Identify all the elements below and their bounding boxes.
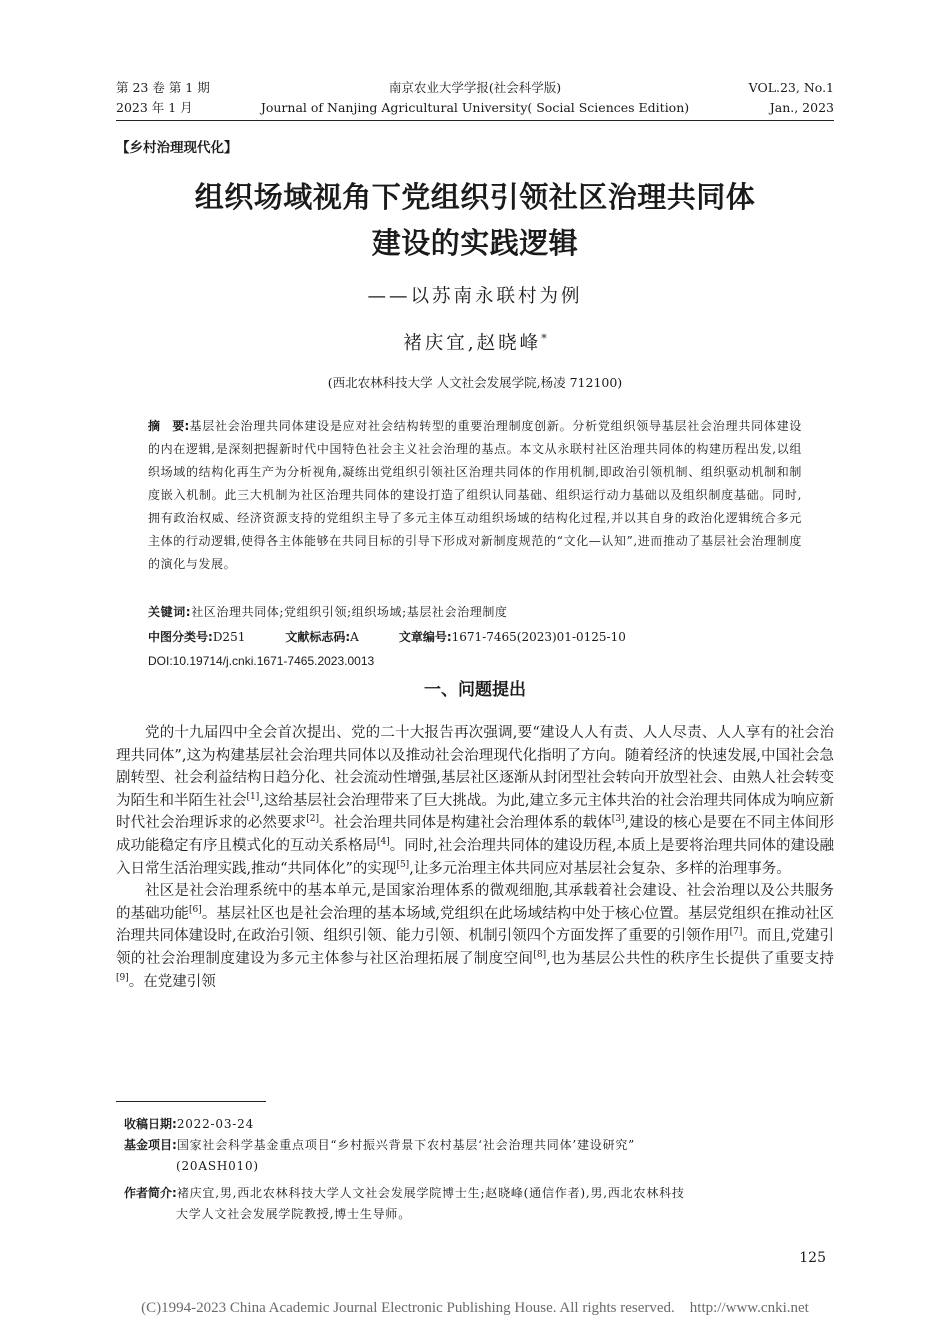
keywords-label: 关键词: [148, 605, 192, 619]
text-run: 。同时,社会治理共同体的建设历程,本质上是要将治理共同体的建设融入日常生活治理实践,推动“共同体化”的实现 [116, 837, 835, 877]
authors [116, 329, 834, 355]
footnote-received [124, 1114, 834, 1135]
header-right [749, 78, 834, 118]
date-cn: 2023 年 1 月 [116, 100, 193, 115]
doi: DOI:10.19714/j.cnki.1671-7465.2023.0013 [148, 654, 375, 668]
paragraph-1 [116, 722, 834, 880]
fund-label: 基金项目: [124, 1138, 177, 1152]
footnote-bio [124, 1183, 834, 1225]
abstract-label: 摘 要: [148, 419, 190, 433]
text-run: ,建设的核心是要在不同主体间形成功能稳定有序且模式化的互动关系格局 [116, 815, 835, 854]
text-run: 。在党建引领 [128, 973, 216, 990]
text-run: ,也为基层公共性的秩序生长提供了重要支持 [546, 950, 835, 967]
text-run: ,这给基层社会治理带来了巨大挑战。为此,建立多元主体共治的社会治理共同体成为响应新时代社会治理诉求的必然要求 [116, 792, 835, 832]
section-heading: 一、问题提出 [424, 680, 526, 700]
running-header [116, 78, 834, 120]
header-rule [116, 120, 834, 121]
bio-text-cont: 大学人文社会发展学院教授,博士生导师。 [176, 1207, 412, 1221]
article-no-value: 1671-7465(2023)01-0125-10 [451, 630, 626, 644]
text-run: 。社会治理共同体是构建社会治理体系的载体 [318, 815, 612, 832]
affiliation: (西北农林科技大学 人文社会发展学院,杨凌 712100) [327, 375, 623, 390]
author-names: 褚庆宜,赵晓峰 [403, 333, 542, 354]
copyright-watermark: (C)1994-2023 China Academic Journal Electronic Publishing House. All rights reserved. http://www.cnki.net [141, 1300, 809, 1316]
volume-en: VOL.23, No.1 [748, 80, 834, 95]
footnote-rule [116, 1101, 266, 1102]
citation-ref: [4] [377, 837, 390, 848]
citation-ref: [1] [246, 791, 260, 802]
keywords [148, 601, 802, 623]
page-number: 125 [799, 1250, 826, 1266]
footnote-fund [124, 1135, 834, 1177]
article-subtitle: ——以苏南永联村为例 [367, 286, 583, 307]
citation-ref: [5] [396, 859, 410, 870]
title-line-2: 建设的实践逻辑 [371, 226, 579, 260]
citation-ref: [7] [729, 927, 743, 938]
issue-cn: 第 23 卷 第 1 期 [116, 80, 210, 95]
received-label: 收稿日期: [124, 1117, 177, 1131]
corresponding-mark: * [541, 331, 547, 345]
received-date: 2022-03-24 [176, 1117, 254, 1131]
citation-ref: [2] [306, 814, 319, 825]
date-en: Jan., 2023 [769, 100, 834, 115]
bio-label: 作者简介: [124, 1186, 177, 1200]
classification-line [148, 626, 802, 648]
text-run: ,让多元治理主体共同应对基层社会复杂、多样的治理事务。 [409, 860, 791, 877]
text-run: 社区是社会治理系统中的基本单元,是国家治理体系的微观细胞,其承载着社会建设、社会治理以及公共服务的基础功能 [116, 883, 834, 922]
text-run: 。而且,党建引领的社会治理制度建设为多元主体参与社区治理拓展了制度空间 [116, 928, 835, 967]
body-text [116, 722, 834, 993]
doc-code-value: A [350, 630, 359, 644]
abstract-text: 基层社会治理共同体建设是应对社会结构转型的重要治理制度创新。分析党组织领导基层社会治理共同体建设的内在逻辑,是深刻把握新时代中国特色社会主义社会治理的基点。本文从永联村社区治理共同体的构建历程出发,以组织场域的结构化再生产为分析视角,凝练出党组织引领社区治理共同体的作用机制,即政治引领机制、组织驱动机制和制度嵌入机制。此三大机制为社区治理共同体的建设打造了组织认同基础、组织运行动力基础以及组织制度基础。同时,拥有政治权威、经济资源支持的党组织主导了多元主体互动组织场域的结构化过程,并以其自身的政治化逻辑统合多元主体的行动逻辑,使得各主体能够在共同目标的引导下形成对新制度规范的“文化—认知”,进而推动了基层社会治理制度的演化与发展。 [148, 419, 802, 571]
citation-ref: [3] [611, 814, 625, 825]
section-tag: 【乡村治理现代化】 [116, 140, 238, 156]
citation-ref: [8] [533, 950, 547, 961]
article-no-label: 文章编号: [398, 630, 452, 644]
article-title [116, 174, 834, 266]
citation-ref: [6] [188, 904, 202, 915]
title-line-1: 组织场域视角下党组织引领社区治理共同体 [194, 180, 756, 214]
journal-en: Journal of Nanjing Agricultural University( Social Sciences Edition) [260, 100, 690, 115]
doc-code-label: 文献标志码: [285, 630, 351, 644]
header-center [116, 78, 834, 118]
text-run: 党的十九届四中全会首次提出、党的二十大报告再次强调,要“建设人人有责、人人尽责、人人享有的社会治理共同体”,这为构建基层社会治理共同体以及推动社会治理现代化指明了方向。随着经济的快速发展,中国社会急剧转型、社会利益结构日趋分化、社会流动性增强,基层社区逐渐从封闭型社会转向开放型社会、由熟人社会转变为陌生和半陌生社会 [116, 725, 834, 809]
citation-ref: [9] [116, 972, 129, 983]
clc-value: D251 [212, 630, 246, 644]
journal-cn: 南京农业大学学报(社会科学版) [388, 80, 562, 95]
keywords-text: 社区治理共同体;党组织引领;组织场域;基层社会治理制度 [191, 605, 508, 619]
text-run: 。基层社区也是社会治理的基本场域,党组织在此场域结构中处于核心位置。基层党组织在推动社区治理共同体建设时,在政治引领、组织引领、能力引领、机制引领四个方面发挥了重要的引领作用 [116, 905, 835, 945]
paragraph-2 [116, 880, 834, 993]
bio-text: 褚庆宜,男,西北农林科技大学人文社会发展学院博士生;赵晓峰(通信作者),男,西北农林科技 [176, 1186, 685, 1200]
fund-text-cont: (20ASH010) [176, 1159, 259, 1173]
abstract [148, 415, 802, 576]
clc-label: 中图分类号: [148, 630, 213, 644]
fund-text: 国家社会科学基金重点项目“乡村振兴背景下农村基层‘社会治理共同体’建设研究” [176, 1138, 636, 1152]
